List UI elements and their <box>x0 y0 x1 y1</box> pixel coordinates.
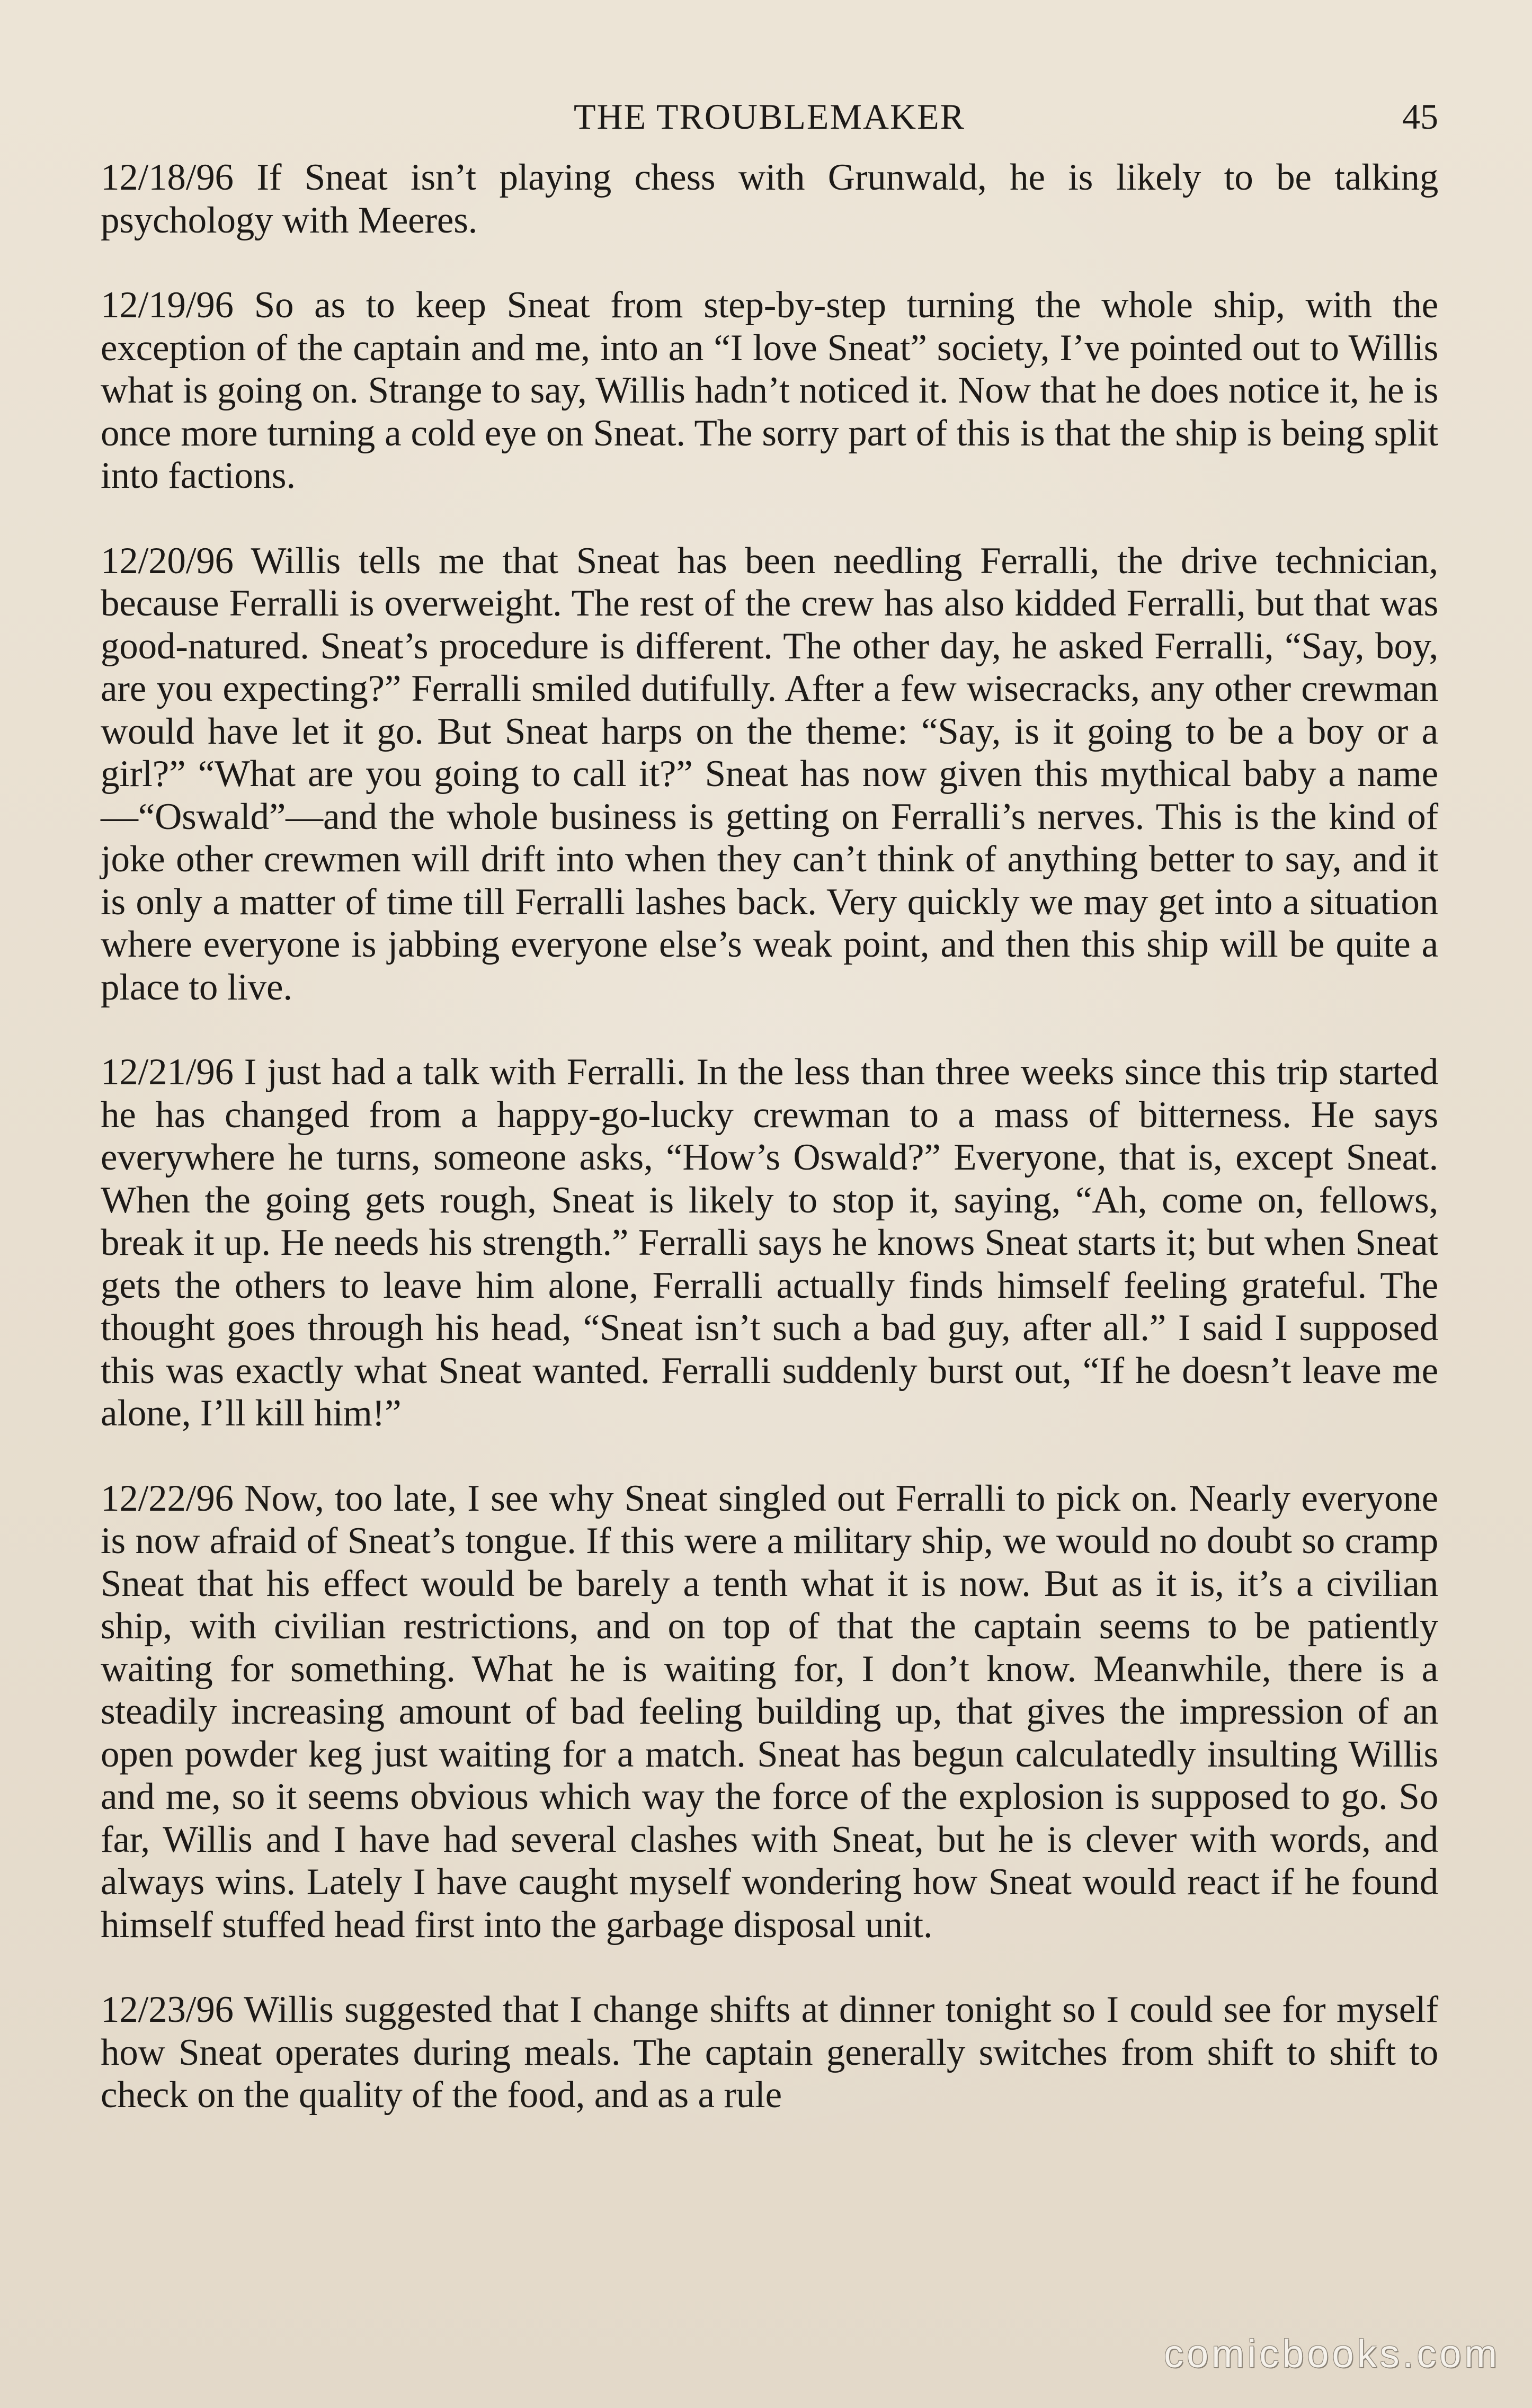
page-body <box>101 156 1438 2159</box>
journal-entry <box>101 1477 1438 1947</box>
entry-date: 12/20/96 <box>101 540 234 582</box>
entry-text: Now, too late, I see why Sneat singled out Ferralli to pick on. Nearly everyone is now afraid of Sneat’s tongue. If this were a military ship, we would no doubt so cramp Sneat that his effect would be barely a tenth what it is now. But as it is, it’s a civilian ship, with civilian restrictions, and on top of that the captain seems to be patiently waiting for something. What he is waiting for, I don’t know. Meanwhile, there is a steadily increasing amount of bad feeling building up, that gives the impression of an open powder keg just waiting for a match. Sneat has begun calculatedly insulting Willis and me, so it seems obvious which way the force of the explosion is supposed to go. So far, Willis and I have had several clashes with Sneat, but he is clever with words, and always wins. Lately I have caught myself wondering how Sneat would react if he found himself stuffed head first into the garbage disposal unit. <box>101 1477 1438 1946</box>
journal-entry <box>101 284 1438 497</box>
entry-date: 12/18/96 <box>101 157 234 198</box>
running-title: THE TROUBLEMAKER <box>573 96 966 137</box>
journal-entry <box>101 156 1438 242</box>
entry-date: 12/23/96 <box>101 1989 234 2030</box>
entry-date: 12/22/96 <box>101 1477 234 1519</box>
entry-text: If Sneat isn’t playing chess with Grunwald, he is likely to be talking psychology with Meeres. <box>101 157 1438 241</box>
entry-text: Willis tells me that Sneat has been needling Ferralli, the drive technician, because Ferralli is overweight. The rest of the crew has also kidded Ferralli, but that was good-natured. Sneat’s procedure is different. The other day, he asked Ferralli, “Say, boy, are you expecting?” Ferralli smiled dutifully. After a few wisecracks, any other crewman would have let it go. But Sneat harps on the theme: “Say, is it going to be a boy or a girl?” “What are you going to call it?” Sneat has now given this mythical baby a name—“Oswald”—and the whole business is getting on Ferralli’s nerves. This is the kind of joke other crewmen will drift into when they can’t think of anything better to say, and it is only a matter of time till Ferralli lashes back. Very quickly we may get into a situation where everyone is jabbing everyone else’s weak point, and then this ship will be quite a place to live. <box>101 540 1438 1008</box>
entry-text: So as to keep Sneat from step-by-step turning the whole ship, with the exception of the captain and me, into an “I love Sneat” society, I’ve pointed out to Willis what is going on. Strange to say, Willis hadn’t noticed it. Now that he does notice it, he is once more turning a cold eye on Sneat. The sorry part of this is that the ship is being split into factions. <box>101 284 1438 496</box>
entry-text: I just had a talk with Ferralli. In the less than three weeks since this trip started he has changed from a happy-go-lucky crewman to a mass of bitterness. He says everywhere he turns, someone asks, “How’s Oswald?” Everyone, that is, except Sneat. When the going gets rough, Sneat is likely to stop it, saying, “Ah, come on, fellows, break it up. He needs his strength.” Ferralli says he knows Sneat starts it; but when Sneat gets the others to leave him alone, Ferralli actually finds himself feeling grateful. The thought goes through his head, “Sneat isn’t such a bad guy, after all.” I said I supposed this was exactly what Sneat wanted. Ferralli suddenly burst out, “If he doesn’t leave me alone, I’ll kill him!” <box>101 1051 1438 1434</box>
entry-date: 12/19/96 <box>101 284 234 326</box>
journal-entry <box>101 540 1438 1009</box>
journal-entry <box>101 1051 1438 1435</box>
entry-text: Willis suggested that I change shifts at dinner tonight so I could see for myself how Sneat operates during meals. The captain generally switches from shift to shift to check on the quality of the food, and as a rule <box>101 1989 1438 2116</box>
site-watermark: comicbooks.com <box>1163 2332 1500 2376</box>
entry-date: 12/21/96 <box>101 1051 234 1093</box>
page-number: 45 <box>1402 96 1438 137</box>
journal-entry <box>101 1988 1438 2117</box>
page-header <box>101 93 1438 140</box>
